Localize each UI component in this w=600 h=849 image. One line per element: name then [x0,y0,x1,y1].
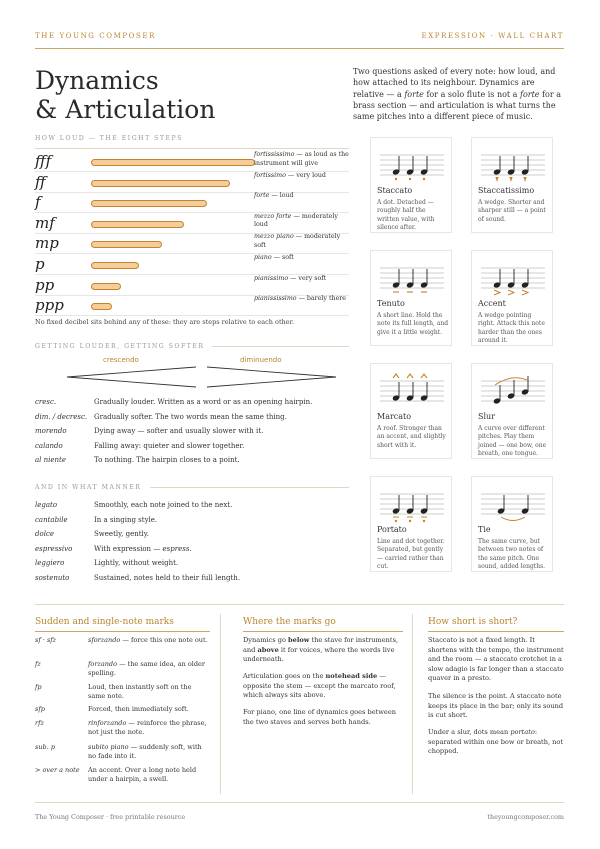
mark-description: Forced, then immediately soft. [88,705,189,713]
manner-description: With expression — espress. [94,544,192,553]
manner-term: espressivo [35,544,73,553]
manner-description: Lightly, without weight. [94,559,179,568]
page-title: Dynamics & Articulation [35,66,216,124]
portato-notation-icon [380,486,444,524]
dynamic-description: fortissimo — very loud [254,171,326,179]
short-p2: The silence is the point. A staccato note keeps its place in the bar; only its sound is cut short. [428,692,564,720]
accent-notation-icon [481,260,545,298]
mark-symbol: sub. p [35,743,55,751]
how-loud-heading: HOW LOUD — THE EIGHT STEPS [35,135,183,142]
crescendo-label: crescendo [103,356,139,364]
getting-term: calando [35,441,63,450]
mark-description: An accent. Over a long note held under a hairpin, a swell. [88,766,197,784]
intro-paragraph: Two questions asked of every note: how loud, and how attached to its neighbour. Dynamics are relative — a forte for a solo flute is not a forte for a brass section — and articulation is what turns the same pitches into a different piece of music. [353,67,562,122]
loudness-bar [91,283,121,290]
dynamic-description: mezzo forte — moderately loud [254,212,338,229]
staccatissimo-notation-icon [481,147,545,185]
getting-description: Falling away: quieter and slower together. [94,441,245,450]
hairpins-graphic [62,364,348,390]
marcato-notation-icon [380,373,444,411]
card-description: A dot. Detached — roughly half the written value, with silence after. [377,199,435,232]
manner-description: Sweetly, gently. [94,530,150,539]
getting-description: Gradually louder. Written as a word or as an opening hairpin. [94,398,313,406]
footer-left: The Young Composer · free printable resource [35,813,186,821]
dynamic-symbol: pp [35,275,55,294]
getting-description: To nothing. The hairpin closes to a point. [94,456,240,465]
where-p2: Articulation goes on the notehead side — opposite the stem — except the marcato roof, which always sits above. [243,672,396,700]
sudden-heading: Sudden and single-note marks [35,617,174,627]
dynamic-description: fortississimo — as loud as the instrument will give [254,151,349,167]
where-p3: For piano, one line of dynamics goes between the two staves and serves both hands. [243,708,396,726]
getting-description: Dying away — softer and usually slower with it. [94,427,264,436]
where-heading: Where the marks go [243,617,336,627]
card-title: Portato [377,525,407,534]
mark-symbol: fz [35,660,41,668]
card-slur [471,363,553,459]
mark-description: subito piano — suddenly soft, with no fade into it. [88,743,202,761]
card-title: Marcato [377,412,412,421]
loudness-bar [91,262,139,269]
manner-description: Sustained, notes held to their full length. [94,574,241,582]
dynamic-row [35,213,349,234]
card-marcato [370,363,452,459]
card-title: Accent [478,299,506,308]
getting-heading: GETTING LOUDER, GETTING SOFTER [35,343,205,350]
dynamic-row [35,233,349,254]
short-heading: How short is short? [428,617,518,627]
dynamic-description: forte — loud [254,192,294,200]
mark-symbol: fp [35,683,42,691]
getting-term: dim. / decresc. [35,412,88,421]
footer-link[interactable]: theyoungcomposer.com [487,813,564,821]
diminuendo-hairpin [207,367,336,387]
card-tie [471,476,553,572]
card-description: A short line. Hold the note its full length, and give it a little weight. [377,312,449,336]
card-staccato [370,137,452,233]
card-description: The same curve, but between two notes of the same pitch. One sound, added lengths. [478,538,546,571]
card-description: A curve over different pitches. Play them joined — one bow, one breath, one tongue. [478,425,547,458]
card-title: Tenuto [377,299,405,308]
dynamic-symbol: mf [35,213,55,232]
card-title: Slur [478,412,496,421]
getting-description: Gradually softer. The two words mean the same thing. [94,412,287,421]
dynamic-symbol: fff [35,152,52,170]
manner-term: leggiero [35,559,65,568]
short-p1: Staccato is not a fixed length. It shortens with the tempo, the instrument and the room — a staccato crotchet in a slow adagio is far longer than a staccato quaver in a presto. [428,636,564,683]
card-description: Line and dot together. Separated, but gently — carried rather than cut. [377,538,445,571]
staccato-notation-icon [380,147,444,185]
mark-symbol: > over a note [35,766,80,774]
dynamic-symbol: p [35,255,45,273]
dynamic-description: pianissimo — very soft [254,274,327,282]
card-description: A roof. Stronger than an accent, and slightly short with it. [377,425,446,449]
card-description: A wedge pointing right. Attack this note harder than the ones around it. [478,312,545,345]
dynamic-symbol: mp [35,234,59,253]
short-p3: Under a slur, dots mean portato: separated within one bow or breath, not chopped. [428,728,564,756]
dynamic-row [35,172,349,193]
manner-heading: AND IN WHAT MANNER [35,484,142,491]
mark-description: forzando — the same idea, an older spelling. [88,660,205,678]
dynamic-row [35,192,349,213]
getting-term: morendo [35,427,67,436]
mark-symbol: rfz [35,719,44,727]
card-title: Staccatissimo [478,186,535,195]
mark-symbol: sfp [35,705,45,713]
mark-description: Loud, then instantly soft on the same note. [88,683,192,701]
card-title: Staccato [377,186,413,195]
loudness-bar [91,221,184,228]
dynamic-symbol: ppp [35,296,64,315]
manner-term: cantabile [35,515,68,524]
dynamics-note: No fixed decibel sits behind any of these: they are steps relative to each other. [35,318,295,326]
slur-notation-icon [481,373,545,411]
card-title: Tie [478,525,491,534]
loudness-bar [91,159,255,166]
tenuto-notation-icon [380,260,444,298]
tie-notation-icon [481,486,545,524]
dynamic-row [35,254,349,275]
dynamic-description: pianississimo — barely there [254,295,347,303]
card-description: A wedge. Shorter and sharper still — a point of sound. [478,199,546,223]
dynamic-description: mezzo piano — moderately soft [254,233,341,249]
manner-description: Smoothly, each note joined to the next. [94,501,233,509]
crescendo-hairpin [67,367,196,387]
dynamic-row [35,151,349,172]
card-tenuto [370,250,452,346]
diminuendo-label: diminuendo [240,356,282,364]
brand-header: THE YOUNG COMPOSER [35,32,156,40]
card-portato [370,476,452,572]
loudness-bar [91,303,112,310]
manner-term: sostenuto [35,574,70,582]
header-rule [35,48,564,49]
dynamic-description: piano — soft [254,254,294,261]
mark-description: rinforzando — reinforce the phrase, not just the note. [88,719,207,737]
manner-term: legato [35,501,58,509]
loudness-bar [91,241,162,248]
where-p1: Dynamics go below the stave for instruments, and above it for voices, where the words live underneath. [243,636,399,664]
getting-term: al niente [35,456,66,465]
manner-term: dolce [35,530,54,539]
chart-type-header: EXPRESSION · WALL CHART [421,32,564,40]
manner-description: In a singing style. [94,515,158,524]
mark-description: sforzando — force this one note out. [88,636,208,644]
dynamic-row [35,295,349,316]
loudness-bar [91,180,230,187]
dynamic-symbol: ff [35,172,46,191]
card-accent [471,250,553,346]
dynamic-row [35,275,349,296]
mark-symbol: sf · sfz [35,636,57,644]
getting-term: cresc. [35,398,57,406]
dynamic-symbol: f [35,193,41,212]
loudness-bar [91,200,207,207]
card-staccatissimo [471,137,553,233]
